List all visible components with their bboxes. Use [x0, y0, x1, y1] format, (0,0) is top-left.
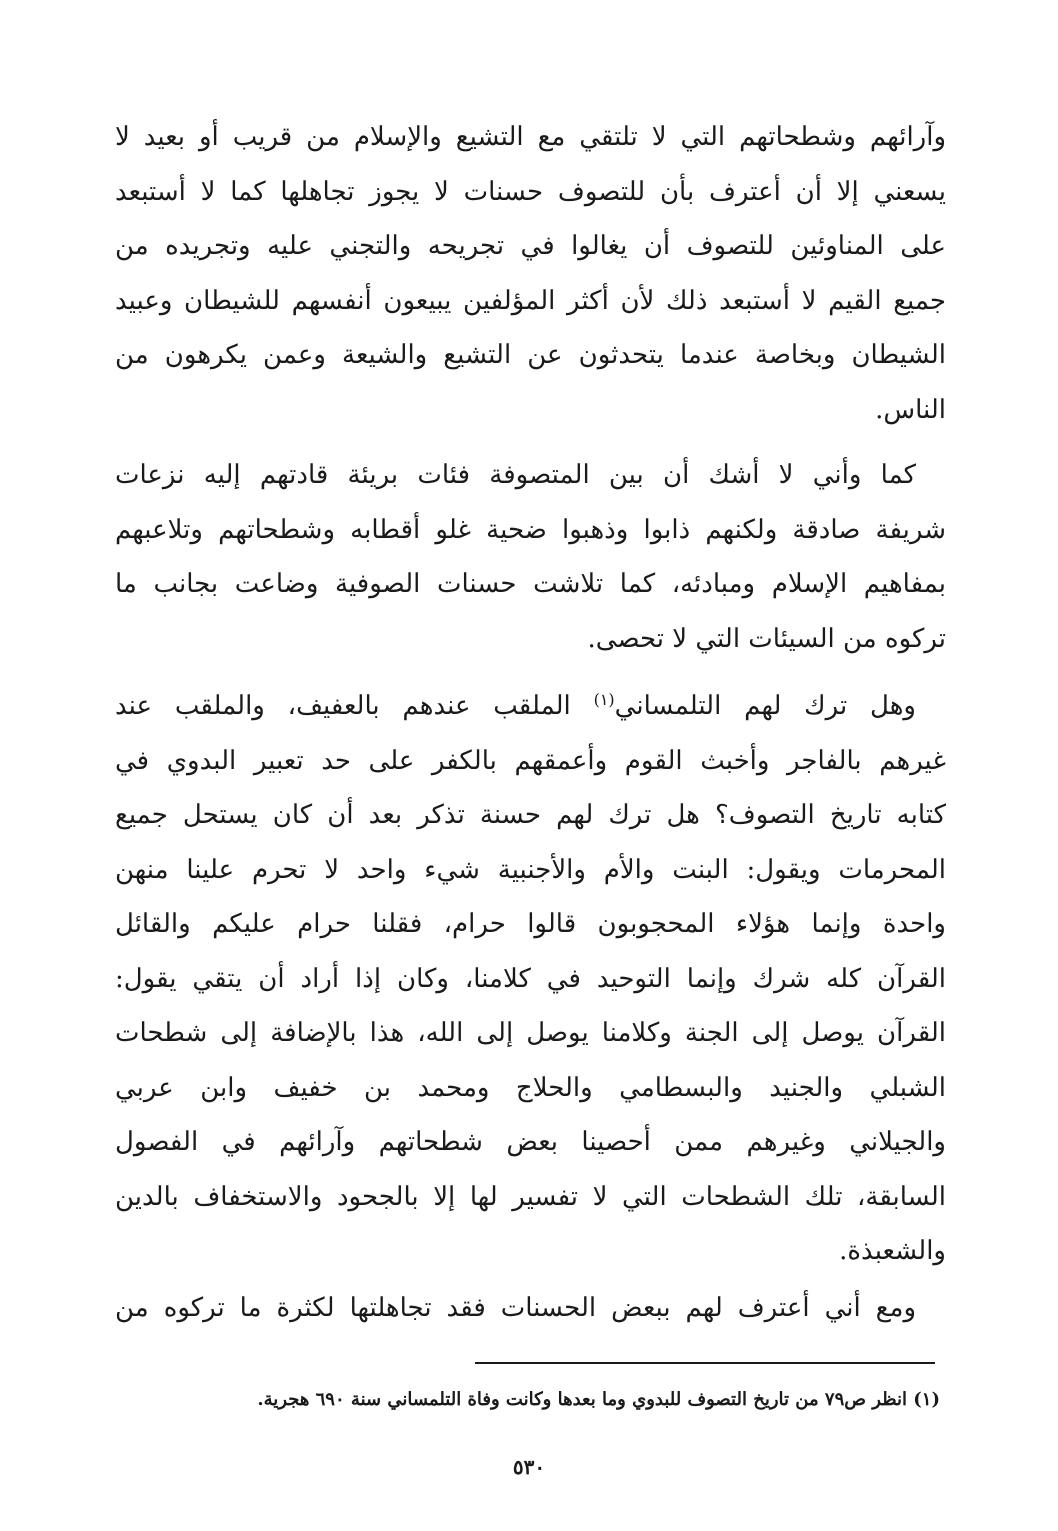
text-line: السابقة، تلك الشطحات التي لا تفسير لها إلا بالجحود والاستخفاف بالدين [115, 1181, 946, 1212]
text-line: جميع القيم لا أستبعد ذلك لأن أكثر المؤلفين يبيعون أنفسهم للشيطان وعبيد [115, 285, 946, 316]
text-fragment: الملقب عندهم بالعفيف، والملقب عند [115, 691, 594, 721]
text-line: كتابه تاريخ التصوف؟ هل ترك لهم حسنة تذكر بعد أن كان يستحل جميع [115, 800, 946, 830]
text-line: بمفاهيم الإسلام ومبادئه، كما تلاشت حسنات الصوفية وضاعت بجانب ما [115, 569, 946, 599]
footnote-text: (١) انظر ص٧٩ من تاريخ التصوف للبدوي وما بعدها وكانت وفاة التلمساني سنة ٦٩٠ هجرية. [257, 1389, 940, 1410]
text-line: الشبلي والجنيد والبسطامي والحلاج ومحمد بن خفيف وابن عربي [115, 1072, 946, 1103]
footnote-reference: (١) [593, 690, 615, 709]
text-line: يسعني إلا أن أعترف بأن للتصوف حسنات لا يجوز تجاهلها كما لا أستبعد [115, 176, 946, 207]
paragraph-1 [115, 110, 946, 437]
text-line: المحرمات ويقول: البنت والأم والأجنبية شيء واحد لا تحرم علينا منهن [115, 854, 946, 885]
text-fragment: وهل ترك لهم التلمساني [614, 691, 916, 721]
page-number: ٥٣٠ [512, 1455, 546, 1479]
text-line: ومع أني أعترف لهم ببعض الحسنات فقد تجاهلتها لكثرة ما تركوه من [115, 1293, 916, 1323]
text-line: القرآن كله شرك وإنما التوحيد في كلامنا، وكان إذا أراد أن يتقي يقول: [115, 963, 946, 994]
text-line: كما وأني لا أشك أن بين المتصوفة فئات بريئة قادتهم إليه نزعات [115, 460, 916, 490]
text-line: الناس. [875, 394, 946, 425]
text-line: القرآن يوصل إلى الجنة وكلامنا يوصل إلى الله، هذا بالإضافة إلى شطحات [115, 1018, 946, 1048]
text-line: الشيطان وبخاصة عندما يتحدثون عن التشيع والشيعة وعمن يكرهون من [115, 340, 946, 370]
footnote-divider [475, 1362, 935, 1364]
text-line: شريفة صادقة ولكنهم ذابوا وذهبوا ضحية غلو أقطابه وشطحاتهم وتلاعبهم [115, 514, 946, 545]
text-line: وآرائهم وشطحاتهم التي لا تلتقي مع التشيع والإسلام من قريب أو بعيد لا [115, 122, 946, 152]
text-line: والجيلاني وغيرهم ممن أحصينا بعض شطحاتهم وآرائهم في الفصول [115, 1127, 946, 1157]
paragraph-4 [115, 1281, 946, 1336]
text-line-with-footnote-ref [115, 679, 946, 734]
paragraph-3 [115, 679, 946, 1279]
paragraph-2 [115, 448, 946, 666]
text-line: على المناوئين للتصوف أن يغالوا في تجريحه والتجني عليه وتجريده من [115, 231, 946, 261]
text-line: تركوه من السيئات التي لا تحصى. [587, 623, 946, 654]
text-line: غيرهم بالفاجر وأخبث القوم وأعمقهم بالكفر على حد تعبير البدوي في [115, 745, 947, 776]
text-line: والشعبذة. [839, 1236, 946, 1266]
text-line: واحدة وإنما هؤلاء المحجوبون قالوا حرام، فقلنا حرام عليكم والقائل [115, 909, 946, 939]
